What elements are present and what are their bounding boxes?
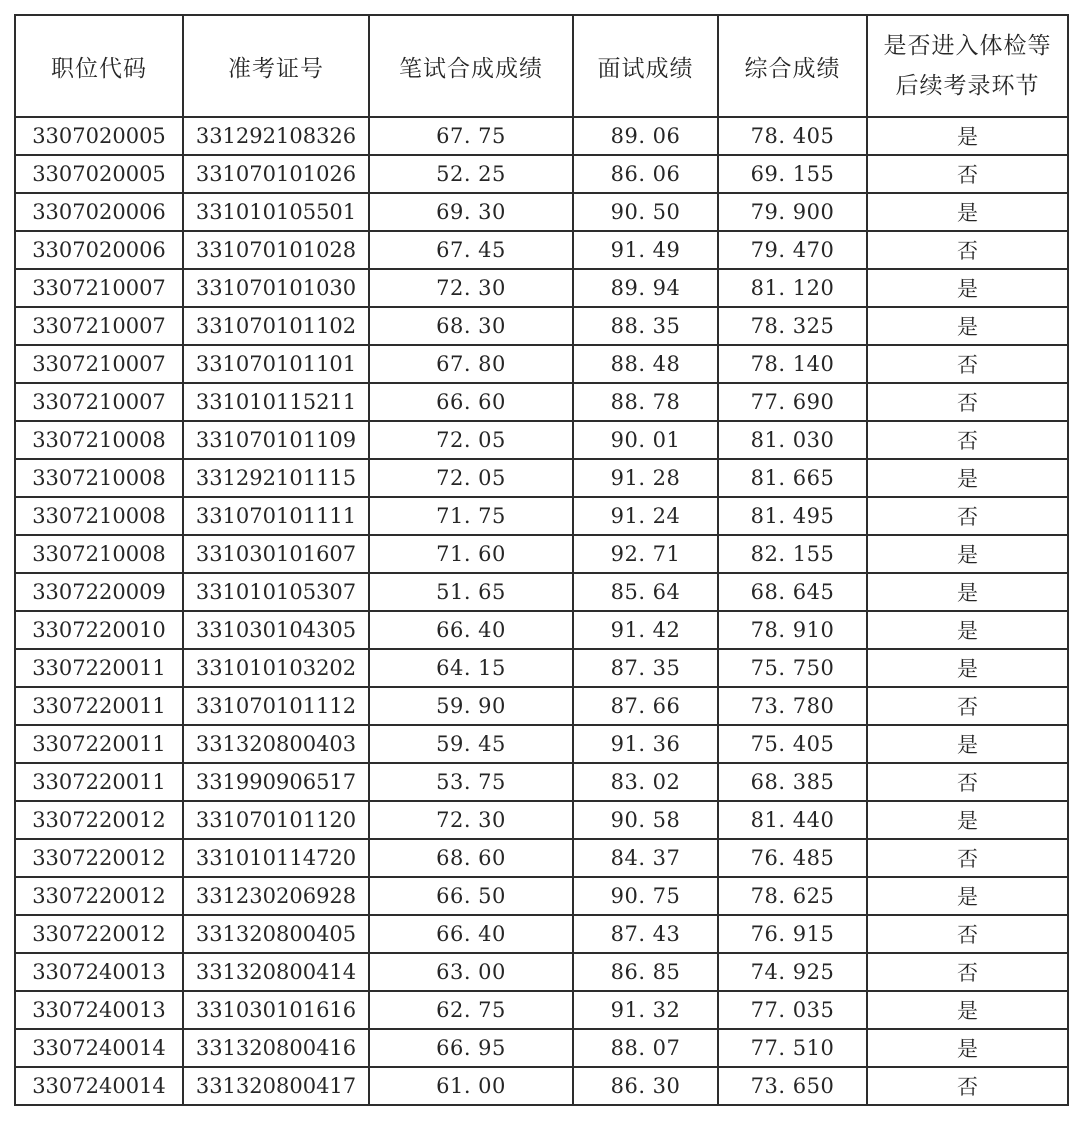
column-header-position_code: 职位代码 — [15, 15, 183, 117]
table-row — [15, 459, 1068, 497]
cell-proceed: 是 — [867, 877, 1068, 915]
cell-interview_score: 87. 35 — [573, 649, 718, 687]
cell-exam_number: 331010103202 — [183, 649, 369, 687]
cell-written_score: 66. 50 — [369, 877, 573, 915]
cell-proceed: 否 — [867, 953, 1068, 991]
table-row — [15, 1067, 1068, 1105]
cell-composite_score: 77. 035 — [718, 991, 867, 1029]
cell-interview_score: 89. 94 — [573, 269, 718, 307]
cell-position_code: 3307240013 — [15, 991, 183, 1029]
table-row — [15, 611, 1068, 649]
cell-proceed: 否 — [867, 839, 1068, 877]
cell-written_score: 69. 30 — [369, 193, 573, 231]
column-header-interview_score: 面试成绩 — [573, 15, 718, 117]
cell-proceed: 否 — [867, 155, 1068, 193]
cell-proceed: 是 — [867, 1029, 1068, 1067]
cell-position_code: 3307210008 — [15, 535, 183, 573]
cell-proceed: 否 — [867, 1067, 1068, 1105]
cell-position_code: 3307020005 — [15, 117, 183, 155]
cell-position_code: 3307220012 — [15, 839, 183, 877]
cell-position_code: 3307210007 — [15, 345, 183, 383]
cell-written_score: 68. 60 — [369, 839, 573, 877]
cell-composite_score: 73. 780 — [718, 687, 867, 725]
cell-composite_score: 77. 690 — [718, 383, 867, 421]
cell-composite_score: 79. 900 — [718, 193, 867, 231]
cell-proceed: 否 — [867, 383, 1068, 421]
column-header-line: 后续考录环节 — [895, 73, 1040, 99]
cell-written_score: 72. 05 — [369, 421, 573, 459]
cell-written_score: 67. 80 — [369, 345, 573, 383]
column-header-line: 是否进入体检等 — [883, 33, 1052, 59]
cell-proceed: 否 — [867, 687, 1068, 725]
cell-exam_number: 331070101028 — [183, 231, 369, 269]
cell-proceed: 否 — [867, 497, 1068, 535]
cell-composite_score: 68. 385 — [718, 763, 867, 801]
cell-exam_number: 331010105501 — [183, 193, 369, 231]
cell-exam_number: 331320800403 — [183, 725, 369, 763]
cell-composite_score: 79. 470 — [718, 231, 867, 269]
cell-proceed: 否 — [867, 763, 1068, 801]
cell-exam_number: 331010114720 — [183, 839, 369, 877]
table-row — [15, 497, 1068, 535]
cell-exam_number: 331070101111 — [183, 497, 369, 535]
cell-interview_score: 91. 28 — [573, 459, 718, 497]
cell-interview_score: 90. 50 — [573, 193, 718, 231]
column-header-exam_number: 准考证号 — [183, 15, 369, 117]
cell-composite_score: 82. 155 — [718, 535, 867, 573]
table-row — [15, 345, 1068, 383]
cell-interview_score: 88. 35 — [573, 307, 718, 345]
cell-interview_score: 86. 30 — [573, 1067, 718, 1105]
table-row — [15, 763, 1068, 801]
cell-proceed: 否 — [867, 421, 1068, 459]
cell-composite_score: 76. 485 — [718, 839, 867, 877]
cell-exam_number: 331990906517 — [183, 763, 369, 801]
table-row — [15, 155, 1068, 193]
cell-exam_number: 331070101030 — [183, 269, 369, 307]
cell-composite_score: 78. 405 — [718, 117, 867, 155]
cell-interview_score: 88. 48 — [573, 345, 718, 383]
cell-composite_score: 78. 910 — [718, 611, 867, 649]
table-body — [15, 117, 1068, 1105]
cell-interview_score: 86. 06 — [573, 155, 718, 193]
cell-composite_score: 78. 625 — [718, 877, 867, 915]
cell-interview_score: 90. 58 — [573, 801, 718, 839]
cell-proceed: 是 — [867, 649, 1068, 687]
cell-exam_number: 331070101102 — [183, 307, 369, 345]
cell-position_code: 3307220012 — [15, 801, 183, 839]
cell-written_score: 59. 45 — [369, 725, 573, 763]
cell-position_code: 3307210008 — [15, 459, 183, 497]
cell-written_score: 66. 60 — [369, 383, 573, 421]
cell-exam_number: 331070101101 — [183, 345, 369, 383]
cell-written_score: 72. 30 — [369, 269, 573, 307]
table-row — [15, 117, 1068, 155]
cell-exam_number: 331320800417 — [183, 1067, 369, 1105]
cell-written_score: 59. 90 — [369, 687, 573, 725]
cell-exam_number: 331010105307 — [183, 573, 369, 611]
cell-exam_number: 331320800414 — [183, 953, 369, 991]
cell-proceed: 是 — [867, 459, 1068, 497]
header-row — [15, 15, 1068, 117]
cell-proceed: 是 — [867, 573, 1068, 611]
cell-composite_score: 78. 325 — [718, 307, 867, 345]
cell-interview_score: 90. 01 — [573, 421, 718, 459]
cell-written_score: 62. 75 — [369, 991, 573, 1029]
cell-position_code: 3307210007 — [15, 269, 183, 307]
cell-written_score: 67. 75 — [369, 117, 573, 155]
table-row — [15, 421, 1068, 459]
cell-written_score: 53. 75 — [369, 763, 573, 801]
cell-written_score: 61. 00 — [369, 1067, 573, 1105]
cell-written_score: 64. 15 — [369, 649, 573, 687]
cell-interview_score: 90. 75 — [573, 877, 718, 915]
table-row — [15, 231, 1068, 269]
cell-proceed: 是 — [867, 991, 1068, 1029]
cell-exam_number: 331230206928 — [183, 877, 369, 915]
cell-proceed: 否 — [867, 231, 1068, 269]
cell-proceed: 是 — [867, 117, 1068, 155]
cell-exam_number: 331320800405 — [183, 915, 369, 953]
cell-composite_score: 81. 440 — [718, 801, 867, 839]
cell-exam_number: 331030101607 — [183, 535, 369, 573]
cell-exam_number: 331320800416 — [183, 1029, 369, 1067]
table-row — [15, 383, 1068, 421]
cell-interview_score: 87. 43 — [573, 915, 718, 953]
cell-interview_score: 91. 32 — [573, 991, 718, 1029]
cell-composite_score: 68. 645 — [718, 573, 867, 611]
cell-interview_score: 84. 37 — [573, 839, 718, 877]
cell-composite_score: 69. 155 — [718, 155, 867, 193]
cell-position_code: 3307020006 — [15, 231, 183, 269]
cell-written_score: 66. 95 — [369, 1029, 573, 1067]
score-table — [14, 14, 1069, 1106]
cell-interview_score: 91. 24 — [573, 497, 718, 535]
table-row — [15, 953, 1068, 991]
cell-exam_number: 331292101115 — [183, 459, 369, 497]
cell-proceed: 是 — [867, 611, 1068, 649]
cell-interview_score: 89. 06 — [573, 117, 718, 155]
cell-written_score: 72. 05 — [369, 459, 573, 497]
column-header-proceed — [867, 15, 1068, 117]
cell-written_score: 67. 45 — [369, 231, 573, 269]
cell-exam_number: 331030101616 — [183, 991, 369, 1029]
cell-written_score: 71. 60 — [369, 535, 573, 573]
cell-position_code: 3307220011 — [15, 649, 183, 687]
table-row — [15, 801, 1068, 839]
cell-position_code: 3307240014 — [15, 1067, 183, 1105]
cell-position_code: 3307210008 — [15, 421, 183, 459]
cell-proceed: 是 — [867, 725, 1068, 763]
table-row — [15, 991, 1068, 1029]
cell-proceed: 是 — [867, 535, 1068, 573]
cell-written_score: 66. 40 — [369, 915, 573, 953]
cell-composite_score: 73. 650 — [718, 1067, 867, 1105]
cell-position_code: 3307220010 — [15, 611, 183, 649]
table-row — [15, 649, 1068, 687]
cell-position_code: 3307210007 — [15, 383, 183, 421]
cell-written_score: 71. 75 — [369, 497, 573, 535]
cell-proceed: 是 — [867, 801, 1068, 839]
cell-composite_score: 81. 495 — [718, 497, 867, 535]
cell-position_code: 3307240013 — [15, 953, 183, 991]
cell-position_code: 3307020006 — [15, 193, 183, 231]
cell-proceed: 否 — [867, 345, 1068, 383]
cell-position_code: 3307220012 — [15, 915, 183, 953]
cell-interview_score: 91. 42 — [573, 611, 718, 649]
cell-interview_score: 91. 49 — [573, 231, 718, 269]
cell-position_code: 3307020005 — [15, 155, 183, 193]
cell-interview_score: 88. 07 — [573, 1029, 718, 1067]
cell-position_code: 3307220011 — [15, 725, 183, 763]
cell-interview_score: 91. 36 — [573, 725, 718, 763]
cell-composite_score: 77. 510 — [718, 1029, 867, 1067]
cell-interview_score: 88. 78 — [573, 383, 718, 421]
cell-composite_score: 75. 750 — [718, 649, 867, 687]
column-header-written_score: 笔试合成成绩 — [369, 15, 573, 117]
cell-position_code: 3307220009 — [15, 573, 183, 611]
cell-exam_number: 331070101112 — [183, 687, 369, 725]
table-row — [15, 839, 1068, 877]
cell-position_code: 3307210007 — [15, 307, 183, 345]
cell-composite_score: 74. 925 — [718, 953, 867, 991]
score-table-container — [14, 14, 1069, 1106]
cell-written_score: 66. 40 — [369, 611, 573, 649]
table-row — [15, 725, 1068, 763]
cell-exam_number: 331010115211 — [183, 383, 369, 421]
cell-written_score: 52. 25 — [369, 155, 573, 193]
cell-composite_score: 81. 030 — [718, 421, 867, 459]
cell-composite_score: 81. 120 — [718, 269, 867, 307]
table-row — [15, 1029, 1068, 1067]
cell-exam_number: 331030104305 — [183, 611, 369, 649]
table-row — [15, 573, 1068, 611]
cell-interview_score: 86. 85 — [573, 953, 718, 991]
cell-position_code: 3307220011 — [15, 687, 183, 725]
cell-written_score: 68. 30 — [369, 307, 573, 345]
table-row — [15, 307, 1068, 345]
table-row — [15, 915, 1068, 953]
cell-proceed: 是 — [867, 307, 1068, 345]
cell-proceed: 是 — [867, 269, 1068, 307]
cell-composite_score: 75. 405 — [718, 725, 867, 763]
table-row — [15, 193, 1068, 231]
column-header-composite_score: 综合成绩 — [718, 15, 867, 117]
cell-exam_number: 331070101109 — [183, 421, 369, 459]
cell-interview_score: 85. 64 — [573, 573, 718, 611]
cell-composite_score: 76. 915 — [718, 915, 867, 953]
cell-interview_score: 92. 71 — [573, 535, 718, 573]
cell-position_code: 3307220012 — [15, 877, 183, 915]
cell-written_score: 63. 00 — [369, 953, 573, 991]
cell-interview_score: 87. 66 — [573, 687, 718, 725]
table-row — [15, 687, 1068, 725]
cell-position_code: 3307240014 — [15, 1029, 183, 1067]
cell-composite_score: 81. 665 — [718, 459, 867, 497]
cell-composite_score: 78. 140 — [718, 345, 867, 383]
cell-written_score: 51. 65 — [369, 573, 573, 611]
cell-proceed: 是 — [867, 193, 1068, 231]
cell-exam_number: 331292108326 — [183, 117, 369, 155]
cell-interview_score: 83. 02 — [573, 763, 718, 801]
cell-position_code: 3307220011 — [15, 763, 183, 801]
cell-exam_number: 331070101120 — [183, 801, 369, 839]
table-row — [15, 269, 1068, 307]
cell-proceed: 否 — [867, 915, 1068, 953]
table-row — [15, 877, 1068, 915]
table-header — [15, 15, 1068, 117]
cell-exam_number: 331070101026 — [183, 155, 369, 193]
cell-written_score: 72. 30 — [369, 801, 573, 839]
table-row — [15, 535, 1068, 573]
cell-position_code: 3307210008 — [15, 497, 183, 535]
